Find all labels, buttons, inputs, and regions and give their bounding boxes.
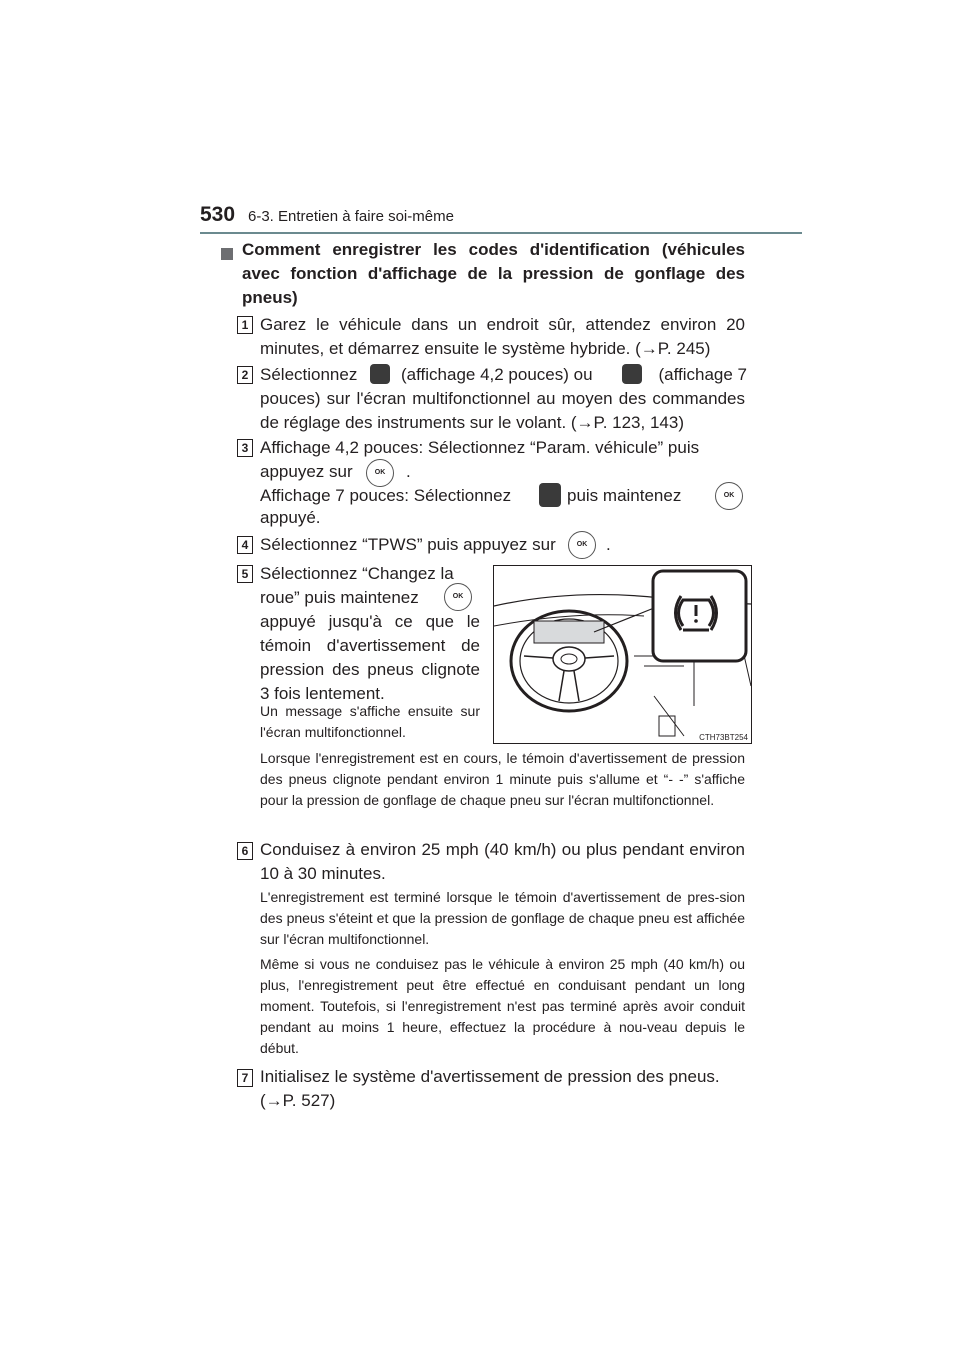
ok-button-icon: OK — [568, 531, 596, 559]
step-3-line-2: appuyez sur — [260, 462, 353, 481]
section-heading: Comment enregistrer les codes d'identification (véhicules avec fonction d'affichage de la pression de gonflage des pneus) — [242, 240, 745, 307]
step-number-1: 1 — [237, 316, 253, 334]
figure-caption: CTH73BT254 — [699, 733, 748, 742]
header-rule — [200, 232, 802, 234]
step-6-note-2: Même si vous ne conduisez pas le véhicule à environ 25 mph (40 km/h) ou plus, l'enregistrement peut être effectué en conduisant pendant un long moment. Toutefois, si l'enregistrement n'est pas terminé après avoir conduit pendant au moins 1 heure, effectuez la procédure à nou-veau depuis le début. — [260, 956, 745, 1056]
step-5-line-1: Sélectionnez “Changez la — [260, 564, 454, 583]
dashboard-drawing — [494, 566, 751, 743]
section-title: 6-3. Entretien à faire soi-même — [248, 208, 454, 225]
gear-settings-icon — [370, 364, 390, 384]
step-4-text: Sélectionnez “TPWS” puis appuyez sur — [260, 535, 556, 554]
step-number-7: 7 — [237, 1069, 253, 1087]
vehicle-settings-icon — [539, 483, 561, 507]
step-6-text: Conduisez à environ 25 mph (40 km/h) ou plus pendant environ 10 à 30 minutes. — [260, 840, 745, 883]
tpms-illustration — [493, 565, 752, 744]
ok-button-icon: OK — [715, 482, 743, 510]
step-number-3: 3 — [237, 439, 253, 457]
step-2-text-b: (affichage 4,2 pouces) ou — [401, 365, 593, 384]
step-6-note-1: L'enregistrement est terminé lorsque le témoin d'avertissement de pres-sion des pneus s'éteint et que la pression de gonflage de chaque pneu est affichée sur l'écran multifonctionnel. — [260, 889, 745, 947]
step-2-text-a: Sélectionnez — [260, 365, 358, 384]
step-3-line-4: appuyé. — [260, 508, 321, 527]
step-5-note-2: Lorsque l'enregistrement est en cours, le témoin d'avertissement de pression des pneus clignote pendant environ 1 minute puis s'allume et “- -” s'affiche pour la pression de gonflage de chaque pneu sur l'écran multifonctionnel. — [260, 750, 745, 808]
step-1-text: Garez le véhicule dans un endroit sûr, attendez environ 20 minutes, et démarrez ensuite le système hybride. (→P. 245) — [260, 315, 745, 358]
step-7-line-1: Initialisez le système d'avertissement de pression des pneus. — [260, 1067, 720, 1086]
step-number-6: 6 — [237, 842, 253, 860]
page-number: 530 — [200, 203, 236, 226]
step-2-text-c: (affichage 7 — [658, 365, 747, 384]
square-bullet-icon — [221, 247, 233, 265]
step-number-4: 4 — [237, 536, 253, 554]
step-5-line-3: appuyé jusqu'à ce que le témoin d'avertissement de pression des pneus clignote 3 fois lentement. — [260, 612, 480, 703]
ok-button-icon: OK — [444, 583, 472, 611]
step-3-line-3b: puis maintenez — [567, 486, 682, 505]
step-4-dot: . — [606, 535, 611, 554]
ok-button-icon: OK — [366, 459, 394, 487]
step-number-5: 5 — [237, 565, 253, 583]
gear-settings-7in-icon — [622, 364, 642, 384]
step-5-note-1: Un message s'affiche ensuite sur l'écran multifonctionnel. — [260, 703, 480, 740]
step-7-line-2: (→P. 527) — [260, 1091, 336, 1110]
step-5-line-2: roue” puis maintenez — [260, 588, 419, 607]
step-3-dot: . — [406, 462, 411, 481]
step-3-line-1: Affichage 4,2 pouces: Sélectionnez “Param. véhicule” puis — [260, 438, 700, 457]
step-number-2: 2 — [237, 366, 253, 384]
step-2-text-d: pouces) sur l'écran multifonctionnel au moyen des commandes de réglage des instruments sur le volant. (→P. 123, 143) — [260, 389, 745, 432]
step-3-line-3a: Affichage 7 pouces: Sélectionnez — [260, 486, 512, 505]
